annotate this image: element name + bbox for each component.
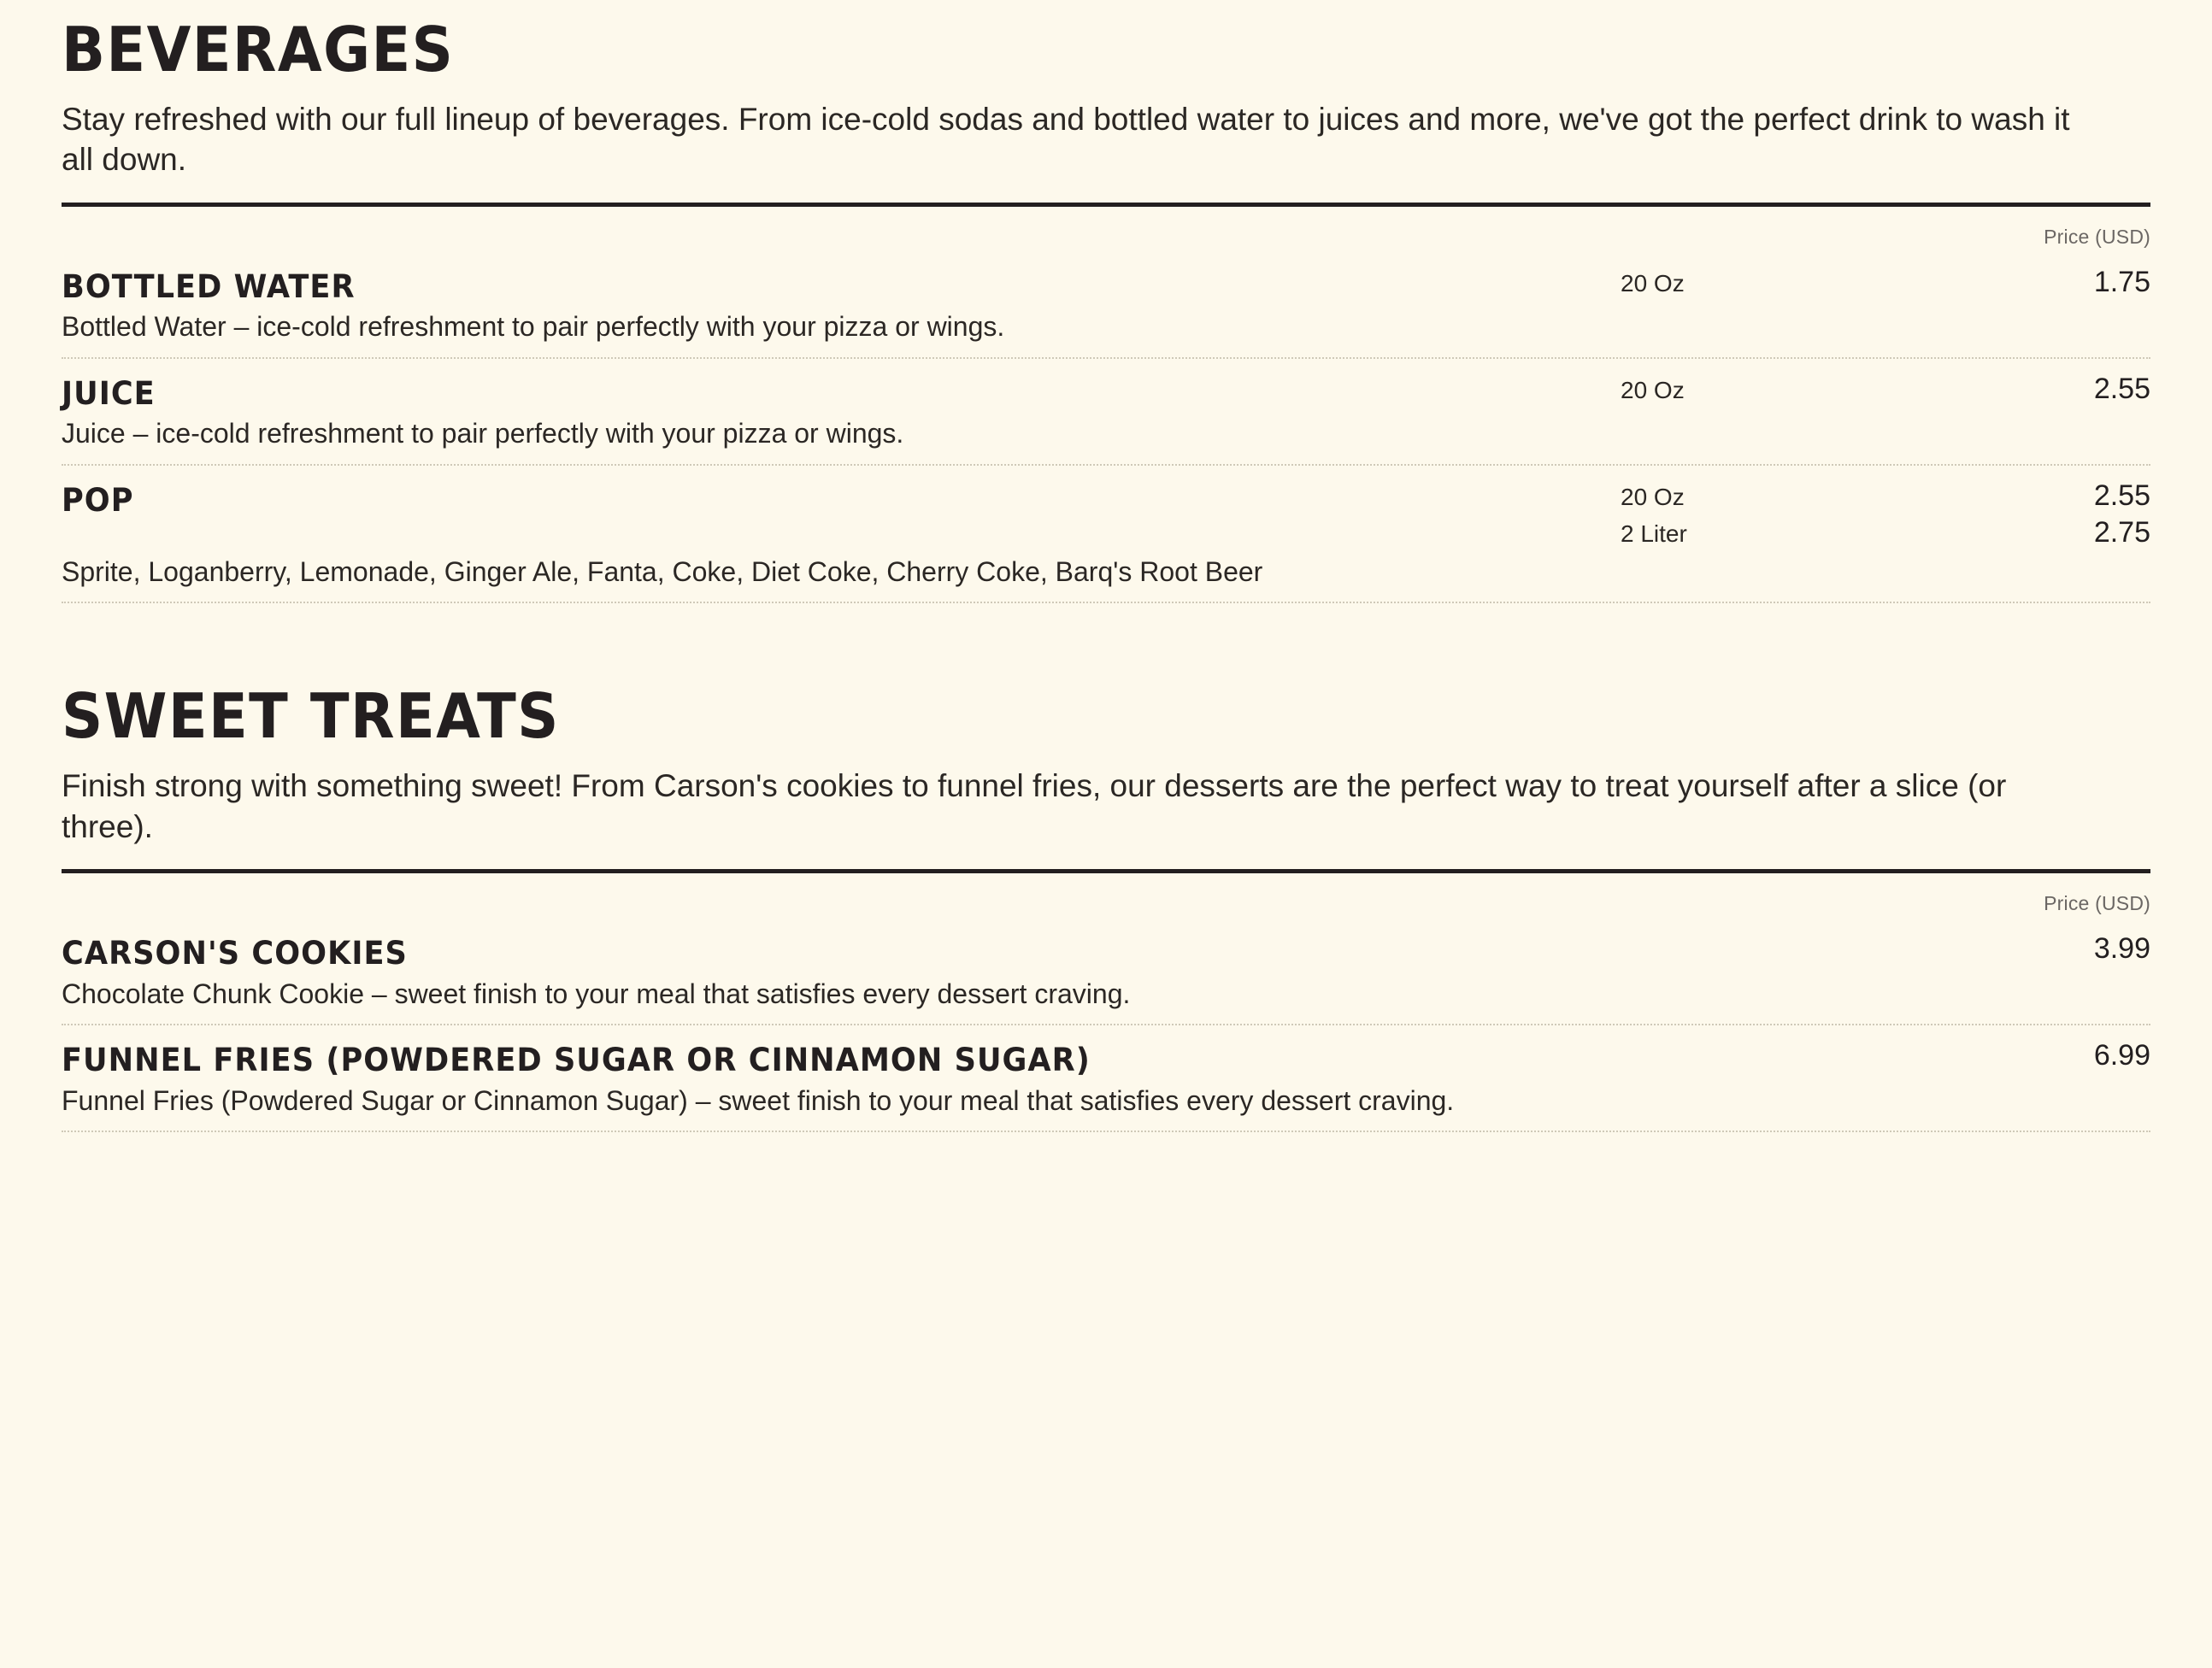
menu-item[interactable] bbox=[62, 359, 2150, 466]
price-column-label: Price (USD) bbox=[2044, 225, 2150, 248]
menu-item-name: BOTTLED WATER bbox=[62, 267, 356, 305]
price-column-header bbox=[62, 214, 2150, 252]
section-divider bbox=[62, 869, 2150, 873]
menu-item-name: JUICE bbox=[62, 374, 156, 412]
menu-item[interactable] bbox=[62, 1025, 2150, 1132]
menu-item-variant-row bbox=[1603, 479, 2150, 513]
menu-item-description: Chocolate Chunk Cookie – sweet finish to your meal that satisfies every dessert craving. bbox=[62, 978, 1131, 1009]
section-description: Finish strong with something sweet! From Carson's cookies to funnel fries, our desserts are the perfect way to treat yourself after a slice (or three). bbox=[62, 768, 2007, 844]
menu-item-price: 2.75 bbox=[2093, 515, 2150, 549]
menu-item-variant-row bbox=[1603, 373, 2150, 406]
menu-item-header bbox=[62, 471, 2150, 549]
menu-item[interactable] bbox=[62, 466, 2150, 604]
menu-item-description: Juice – ice-cold refreshment to pair perfectly with your pizza or wings. bbox=[62, 418, 904, 449]
menu-item-price: 6.99 bbox=[2093, 1039, 2150, 1072]
menu-item-variant-row bbox=[1603, 1039, 2150, 1072]
menu-section bbox=[62, 680, 2150, 1132]
section-title: SWEET TREATS bbox=[62, 680, 560, 753]
menu-item-variant-row bbox=[1603, 932, 2150, 966]
menu-item-price: 1.75 bbox=[2093, 265, 2150, 298]
price-column-header bbox=[62, 880, 2150, 919]
price-column-label: Price (USD) bbox=[2044, 892, 2150, 915]
section-description: Stay refreshed with our full lineup of beverages. From ice-cold sodas and bottled water to juices and more, we've got the perfect drink to wash it all down. bbox=[62, 102, 2070, 178]
menu-item-description: Sprite, Loganberry, Lemonade, Ginger Ale, Fanta, Coke, Diet Coke, Cherry Coke, Barq's Root Beer bbox=[62, 555, 1263, 587]
menu-item[interactable] bbox=[62, 252, 2150, 359]
menu-item[interactable] bbox=[62, 919, 2150, 1025]
menu-item-variant-row bbox=[1603, 516, 2150, 549]
menu-item-variants bbox=[1603, 924, 2150, 966]
section-title: BEVERAGES bbox=[62, 14, 455, 85]
section-divider bbox=[62, 203, 2150, 207]
menu-item-size: 20 Oz bbox=[1621, 483, 1685, 510]
menu-item-variants bbox=[1603, 257, 2150, 299]
menu-item-name: POP bbox=[62, 481, 134, 519]
menu-item-variants bbox=[1603, 471, 2150, 549]
menu-item-header bbox=[62, 924, 2150, 971]
menu-item-header bbox=[62, 364, 2150, 411]
menu-sections bbox=[62, 14, 2150, 1132]
menu-item-size: 2 Liter bbox=[1621, 520, 1687, 547]
menu-item-price: 2.55 bbox=[2093, 479, 2150, 512]
menu-item-header bbox=[62, 1031, 2150, 1078]
menu-item-description: Funnel Fries (Powdered Sugar or Cinnamon Sugar) – sweet finish to your meal that satisfies every dessert craving. bbox=[62, 1084, 1455, 1116]
menu-item-price: 2.55 bbox=[2093, 372, 2150, 405]
menu-item-description: Bottled Water – ice-cold refreshment to pair perfectly with your pizza or wings. bbox=[62, 311, 1005, 343]
menu-section bbox=[62, 14, 2150, 603]
menu-item-variant-row bbox=[1603, 266, 2150, 299]
menu-item-name: CARSON'S COOKIES bbox=[62, 935, 408, 972]
menu-item-name: FUNNEL FRIES (POWDERED SUGAR OR CINNAMON SUGAR) bbox=[62, 1042, 1091, 1079]
menu-item-variants bbox=[1603, 364, 2150, 406]
menu-item-size: 20 Oz bbox=[1621, 269, 1685, 297]
menu-item-price: 3.99 bbox=[2093, 932, 2150, 966]
menu-item-size: 20 Oz bbox=[1621, 376, 1685, 403]
menu-item-header bbox=[62, 257, 2150, 304]
menu-item-variants bbox=[1603, 1031, 2150, 1072]
